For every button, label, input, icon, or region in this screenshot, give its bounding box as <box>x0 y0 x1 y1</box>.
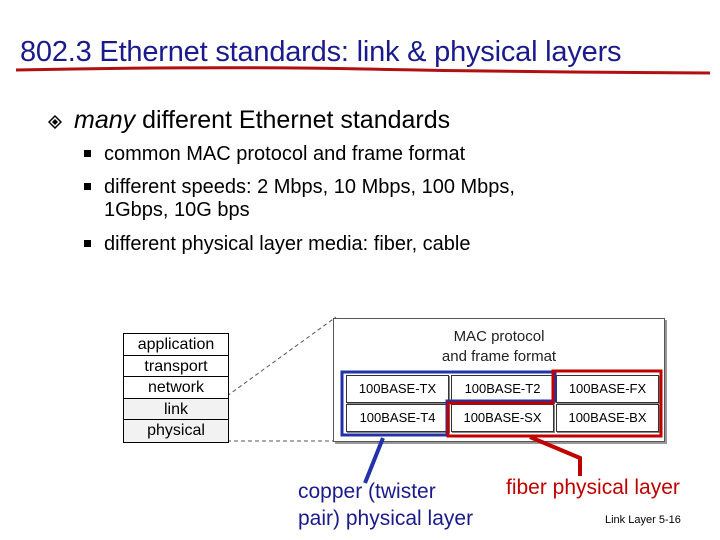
copper-label-line1: copper (twister <box>298 480 436 503</box>
layer-application: application <box>124 334 228 356</box>
sub-bullet-text: different speeds: 2 Mbps, 10 Mbps, 100 Mbps, <box>104 176 515 198</box>
standard-100base-sx: 100BASE-SX <box>451 404 554 432</box>
standard-100base-tx: 100BASE-TX <box>346 375 449 403</box>
layer-transport: transport <box>124 356 228 378</box>
sub-bullet-text: 1Gbps, 10G bps <box>104 199 250 221</box>
layer-network: network <box>124 377 228 399</box>
fiber-highlight-outline <box>448 371 661 436</box>
sub-bullet-text: common MAC protocol and frame format <box>104 143 466 165</box>
bullet-text: different Ethernet standards <box>135 106 451 134</box>
slide-title: 802.3 Ethernet standards: link & physical layers <box>20 36 622 68</box>
layer-link: link <box>124 399 228 421</box>
emphasis-text: many <box>74 106 136 134</box>
copper-label-line2: pair) physical layer <box>298 507 474 530</box>
standard-100base-bx: 100BASE-BX <box>556 404 659 432</box>
mac-label-line1: MAC protocol <box>453 328 545 345</box>
page-number: 5-16 <box>658 514 681 526</box>
standard-100base-t4: 100BASE-T4 <box>346 404 449 432</box>
standard-100base-fx: 100BASE-FX <box>556 375 659 403</box>
fiber-label: fiber physical layer <box>506 476 680 499</box>
layer-physical: physical <box>124 420 228 442</box>
slide-footer <box>605 514 681 526</box>
copper-label <box>298 478 473 532</box>
footer-text: Link Layer <box>605 514 656 526</box>
mac-label-line2: and frame format <box>441 348 557 365</box>
standard-100base-t2: 100BASE-T2 <box>451 375 554 403</box>
fiber-pointer-line <box>530 437 580 476</box>
sub-bullet-text: different physical layer media: fiber, cable <box>104 233 471 255</box>
copper-pointer-line <box>365 438 383 483</box>
